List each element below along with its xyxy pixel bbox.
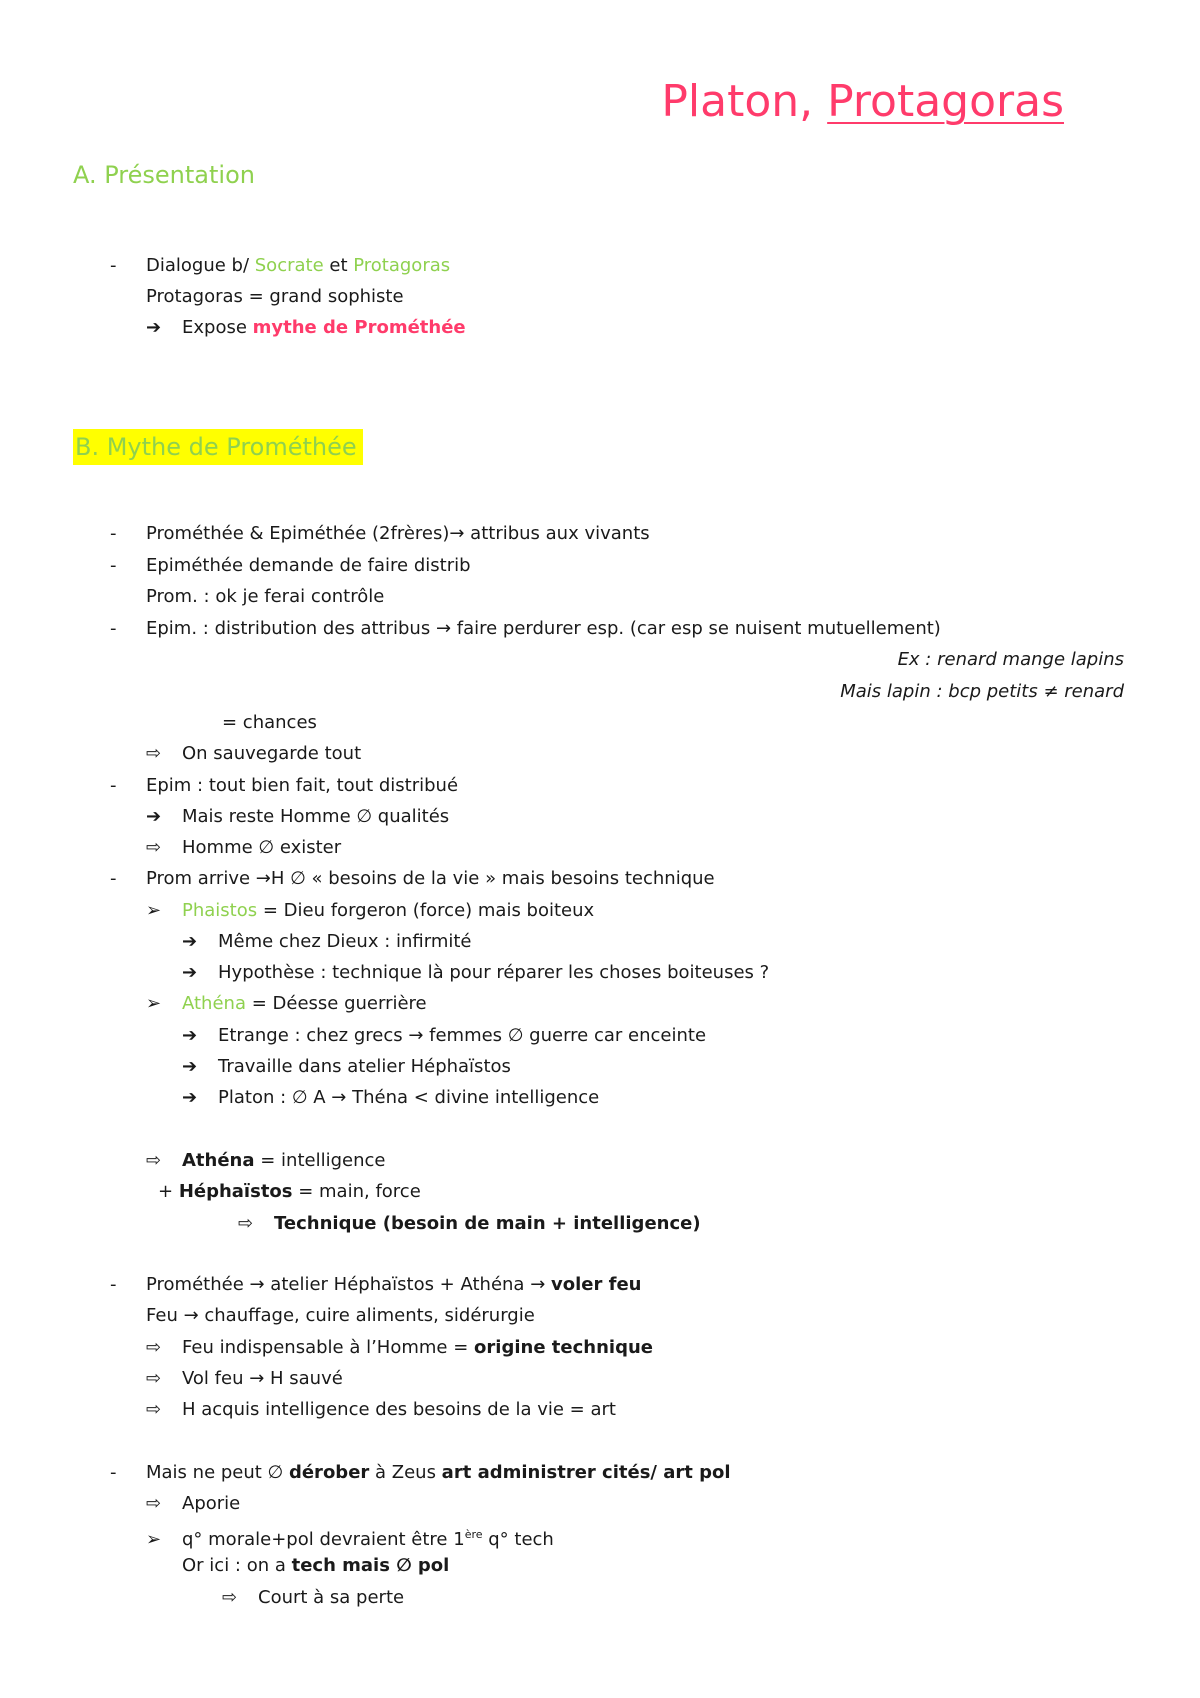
section-b-line-20: ⇨ Athéna = intelligence: [146, 1150, 386, 1171]
section-b-line-32: ⇨ Court à sa perte: [222, 1587, 405, 1608]
arrow-open-icon: ⇨: [146, 1399, 162, 1420]
section-b-line-31: Or ici : on a tech mais ∅ pol: [182, 1555, 450, 1576]
bullet-dash: -: [110, 555, 117, 576]
example-line-2: Mais lapin : bcp petits ≠ renard: [840, 681, 1124, 702]
arrow-right-icon: ➔: [182, 962, 198, 983]
section-a-line-3: ➔ Expose mythe de Prométhée: [146, 317, 466, 338]
section-b-heading: B. Mythe de Prométhée: [73, 432, 363, 462]
bullet-dash: -: [110, 1462, 117, 1483]
section-b-line-15: ➔ Hypothèse : technique là pour réparer les choses boiteuses ?: [182, 962, 770, 983]
section-b-line-25: ⇨ Feu indispensable à l’Homme = origine technique: [146, 1337, 653, 1358]
arrow-open-icon: ⇨: [146, 743, 162, 764]
section-b-line-23: Prométhée → atelier Héphaïstos + Athéna → voler feu: [146, 1274, 642, 1295]
section-b-line-8: ⇨ On sauvegarde tout: [146, 743, 362, 764]
section-b-line-14: ➔ Même chez Dieux : infirmité: [182, 931, 472, 952]
arrow-right-icon: ➔: [182, 1056, 198, 1077]
section-a-line-1: Dialogue b/ Socrate et Protagoras: [146, 255, 451, 276]
section-b-line-2: Epiméthée demande de faire distrib: [146, 555, 471, 576]
arrow-open-icon: ⇨: [238, 1213, 254, 1234]
section-b-line-11: ⇨ Homme ∅ exister: [146, 837, 342, 858]
section-b-line-29: ⇨ Aporie: [146, 1493, 241, 1514]
bullet-dash: -: [110, 255, 117, 276]
title-work: Protagoras: [827, 76, 1064, 127]
section-a-line-2: Protagoras = grand sophiste: [146, 286, 404, 307]
section-b-line-28: Mais ne peut ∅ dérober à Zeus art administrer cités/ art pol: [146, 1462, 731, 1483]
section-b-line-30: ➢ q° morale+pol devraient être 1ère q° tech: [146, 1528, 554, 1550]
bullet-dash: -: [110, 775, 117, 796]
section-b-line-13: ➢ Phaistos = Dieu forgeron (force) mais boiteux: [146, 900, 595, 921]
section-b-line-21: + Héphaïstos = main, force: [158, 1181, 421, 1202]
arrow-open-icon: ⇨: [146, 1150, 162, 1171]
arrow-right-icon: ➔: [182, 1087, 198, 1108]
section-b-line-27: ⇨ H acquis intelligence des besoins de la vie = art: [146, 1399, 616, 1420]
section-b-line-16: ➢ Athéna = Déesse guerrière: [146, 993, 427, 1014]
section-b-line-18: ➔ Travaille dans atelier Héphaïstos: [182, 1056, 511, 1077]
section-b-line-17: ➔ Etrange : chez grecs → femmes ∅ guerre car enceinte: [182, 1025, 707, 1046]
chevron-arrow-icon: ➢: [146, 900, 162, 921]
section-b-line-1: Prométhée & Epiméthée (2frères)→ attribus aux vivants: [146, 523, 650, 544]
page-title: [661, 76, 1064, 128]
bullet-dash: -: [110, 523, 117, 544]
arrow-open-icon: ⇨: [146, 1368, 162, 1389]
section-b-line-26: ⇨ Vol feu → H sauvé: [146, 1368, 343, 1389]
arrow-right-icon: ➔: [146, 806, 162, 827]
section-b-line-12: Prom arrive →H ∅ « besoins de la vie » mais besoins technique: [146, 868, 715, 889]
section-b-line-22: ⇨ Technique (besoin de main + intelligence): [238, 1213, 701, 1234]
chevron-arrow-icon: ➢: [146, 993, 162, 1014]
bullet-dash: -: [110, 868, 117, 889]
section-b-line-10: ➔ Mais reste Homme ∅ qualités: [146, 806, 450, 827]
bullet-dash: -: [110, 618, 117, 639]
title-author: Platon,: [661, 76, 828, 127]
section-a-heading: A. Présentation: [73, 161, 255, 189]
section-b-line-3: Prom. : ok je ferai contrôle: [146, 586, 385, 607]
section-b-line-24: Feu → chauffage, cuire aliments, sidérurgie: [146, 1305, 535, 1326]
arrow-right-icon: ➔: [182, 931, 198, 952]
example-line-1: Ex : renard mange lapins: [897, 649, 1124, 670]
arrow-open-icon: ⇨: [146, 1493, 162, 1514]
arrow-open-icon: ⇨: [146, 1337, 162, 1358]
arrow-open-icon: ⇨: [146, 837, 162, 858]
arrow-right-icon: ➔: [182, 1025, 198, 1046]
arrow-open-icon: ⇨: [222, 1587, 238, 1608]
chevron-arrow-icon: ➢: [146, 1529, 162, 1550]
section-b-line-19: ➔ Platon : ∅ A → Théna < divine intelligence: [182, 1087, 600, 1108]
section-b-line-4: Epim. : distribution des attribus → faire perdurer esp. (car esp se nuisent mutuellement): [146, 618, 941, 639]
section-b-line-7: = chances: [222, 712, 317, 733]
bullet-dash: -: [110, 1274, 117, 1295]
section-b-line-9: Epim : tout bien fait, tout distribué: [146, 775, 459, 796]
arrow-right-icon: ➔: [146, 317, 162, 338]
